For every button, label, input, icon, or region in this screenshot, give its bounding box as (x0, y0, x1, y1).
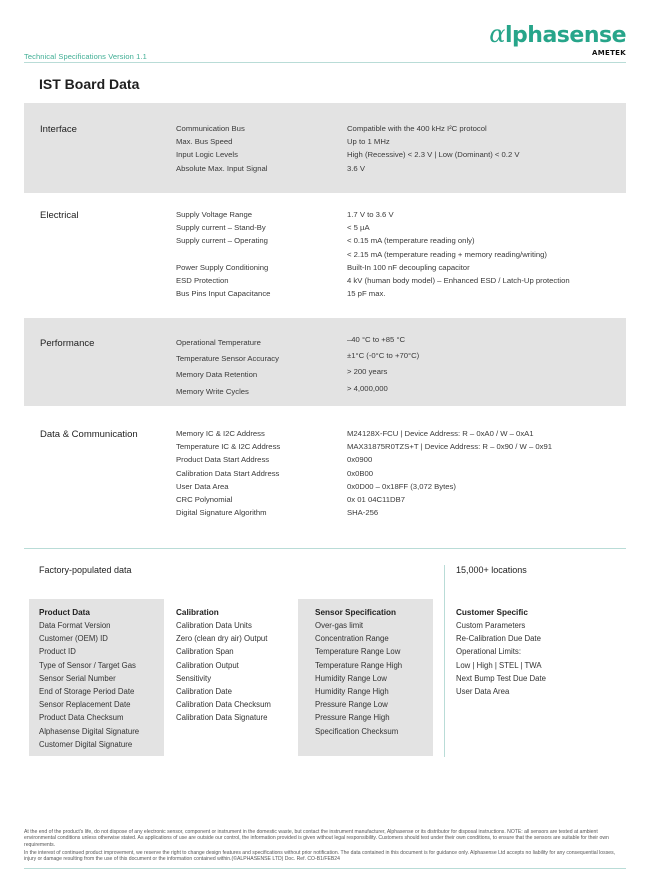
section-interface (24, 103, 626, 193)
column-item: Customer Digital Signature (39, 739, 133, 749)
spec-value: M24128X-FCU | Device Address: R – 0xA0 / W – 0xA1 (347, 429, 534, 438)
spec-value: –40 °C to +85 °C (347, 335, 406, 344)
spec-label: Communication Bus (176, 124, 245, 133)
spec-label: Input Logic Levels (176, 150, 238, 160)
spec-label: Memory Data Retention (176, 370, 258, 380)
spec-value: 3.6 V (347, 163, 365, 173)
alpha-glyph-icon: α (489, 20, 505, 48)
footer-paragraph: In the interest of continued product improvement, we reserve the right to change design features and specifications without prior notification. The data contained in this document is for guidance only. Alphasense Ltd accepts no liability for any consequential losses, injury or damage resulting from the use of this document or the information contained within.(©ALPHASENSE LTD) Doc. Ref. CO-B1/FEB24 (24, 849, 616, 863)
spec-row (176, 208, 616, 221)
footer-divider (24, 868, 626, 869)
spec-label: Memory IC & I2C Address (176, 429, 265, 438)
spec-row (176, 427, 616, 440)
spec-label: Product Data Start Address (176, 455, 270, 465)
column-item: Calibration Output (176, 660, 239, 670)
spec-rows (176, 122, 616, 175)
column-item: Specification Checksum (315, 726, 399, 736)
column-sensor-specification (298, 599, 433, 756)
spec-rows (176, 208, 616, 300)
locations-title: 15,000+ locations (456, 565, 527, 575)
section-electrical (24, 200, 626, 310)
spec-value: > 4,000,000 (347, 383, 388, 393)
spec-label: Max. Bus Speed (176, 137, 233, 147)
spec-value: Compatible with the 400 kHz I²C protocol (347, 124, 487, 133)
column-item: Type of Sensor / Target Gas (39, 660, 136, 670)
section-performance (24, 318, 626, 406)
spec-row (176, 287, 616, 300)
column-item: Calibration Data Signature (176, 713, 268, 723)
spec-label: User Data Area (176, 481, 229, 491)
column-item: Pressure Range High (315, 713, 390, 723)
logo-text: lphasense (505, 23, 626, 48)
column-item: Next Bump Test Due Date (456, 673, 546, 683)
column-item: Pressure Range Low (315, 700, 388, 710)
column-item: Product ID (39, 647, 76, 657)
logo-wordmark (489, 22, 626, 48)
spec-row (176, 440, 616, 453)
spec-row (176, 382, 616, 398)
spec-value: 4 kV (human body model) – Enhanced ESD / Latch-Up protection (347, 276, 570, 286)
spec-value: Built-In 100 nF decoupling capacitor (347, 262, 470, 272)
spec-label: Absolute Max. Input Signal (176, 163, 268, 173)
column-item: User Data Area (456, 687, 510, 697)
spec-label: Supply current – Stand-By (176, 223, 266, 233)
column-item: Calibration Data Units (176, 621, 252, 630)
spec-row (176, 453, 616, 466)
spec-value: High (Recessive) < 2.3 V | Low (Dominant) < 0.2 V (347, 150, 520, 160)
column-customer-specific (446, 599, 606, 698)
footer-disclaimer (24, 829, 626, 863)
column-product-data (29, 599, 164, 756)
vertical-divider (444, 565, 445, 757)
column-item: Temperature Range High (315, 660, 403, 670)
spec-label: Temperature IC & I2C Address (176, 442, 281, 452)
column-item: Alphasense Digital Signature (39, 726, 140, 736)
spec-label: Supply Voltage Range (176, 210, 253, 219)
column-item: Customer (OEM) ID (39, 634, 108, 644)
spec-value: > 200 years (347, 367, 388, 377)
column-item: Calibration Span (176, 647, 234, 657)
spec-value: SHA-256 (347, 508, 379, 518)
spec-value: < 2.15 mA (temperature reading + memory reading/writing) (347, 249, 547, 259)
spec-value: 0x0B00 (347, 468, 374, 478)
column-item: Calibration Data Checksum (176, 700, 271, 710)
spec-label (176, 248, 347, 261)
column-item: Custom Parameters (456, 621, 526, 630)
column-heading: Customer Specific (456, 608, 528, 617)
spec-row (176, 162, 616, 175)
column-item: Re-Calibration Due Date (456, 634, 541, 644)
spec-row (176, 261, 616, 274)
spec-label: Bus Pins Input Capacitance (176, 289, 271, 299)
document-version: Technical Specifications Version 1.1 (24, 52, 147, 61)
column-item: Calibration Date (176, 687, 232, 697)
spec-label: Memory Write Cycles (176, 386, 249, 396)
spec-value: ±1°C (-0°C to +70°C) (347, 351, 420, 361)
column-item: Data Format Version (39, 621, 111, 630)
footer-paragraph: At the end of the product's life, do not dispose of any electronic sensor, component or instrument in the domestic waste, but contact the instrument manufacturer, Alphasense or its distributor for disposal instructions. NOTE: all sensors are tested at ambient environmental conditions unless otherwise stated. As applications of use are outside our control, the information provided is given without legal responsibility. Customers should test under their own conditions, to ensure that the sensors are suitable for their own requirements. (24, 829, 609, 848)
section-data-communication (24, 415, 626, 525)
column-item: Sensor Replacement Date (39, 700, 131, 710)
spec-rows (176, 427, 616, 519)
spec-label: Operational Temperature (176, 338, 261, 347)
column-item: Humidity Range Low (315, 673, 387, 683)
column-item: Humidity Range High (315, 687, 389, 697)
spec-label: ESD Protection (176, 276, 229, 286)
header-divider (24, 62, 626, 63)
column-item: Temperature Range Low (315, 647, 401, 657)
spec-label: Supply current – Operating (176, 236, 268, 246)
spec-value: Up to 1 MHz (347, 137, 390, 147)
column-heading: Calibration (176, 608, 219, 617)
spec-row (176, 234, 616, 247)
spec-label: Calibration Data Start Address (176, 468, 280, 478)
column-heading: Product Data (39, 608, 90, 617)
spec-value: MAX31875R0TZS+T | Device Address: R – 0x90 / W – 0x91 (347, 442, 553, 452)
spec-value: < 5 µA (347, 223, 370, 233)
column-heading: Sensor Specification (315, 608, 396, 617)
spec-row (176, 135, 616, 148)
spec-label: Power Supply Conditioning (176, 262, 269, 272)
spec-row (176, 349, 616, 365)
spec-label: Digital Signature Algorithm (176, 508, 267, 518)
column-item: Sensor Serial Number (39, 673, 116, 683)
column-item: Operational Limits: (456, 647, 522, 657)
spec-rows (176, 333, 616, 398)
alphasense-logo (489, 22, 626, 57)
column-item: Sensitivity (176, 673, 212, 683)
column-item: Zero (clean dry air) Output (176, 634, 268, 644)
spec-value: < 0.15 mA (temperature reading only) (347, 236, 475, 246)
spec-value: 1.7 V to 3.6 V (347, 210, 394, 219)
factory-title: Factory-populated data (39, 565, 132, 575)
factory-divider (24, 548, 626, 549)
spec-row (176, 333, 616, 349)
spec-row (176, 467, 616, 480)
spec-row (176, 493, 616, 506)
spec-value: 0x 01 04C11DB7 (347, 495, 405, 505)
spec-row (176, 248, 616, 261)
column-item: Concentration Range (315, 634, 389, 644)
spec-label: Temperature Sensor Accuracy (176, 354, 279, 364)
section-title: Data & Communication (40, 429, 138, 440)
section-title: Interface (40, 124, 77, 135)
spec-row (176, 221, 616, 234)
page-title: IST Board Data (39, 76, 140, 92)
spec-label: CRC Polynomial (176, 495, 233, 505)
column-item: End of Storage Period Date (39, 687, 135, 697)
spec-row (176, 274, 616, 287)
spec-row (176, 122, 616, 135)
spec-value: 15 pF max. (347, 289, 386, 299)
spec-row (176, 480, 616, 493)
spec-row (176, 148, 616, 161)
column-item: Product Data Checksum (39, 713, 124, 723)
spec-row (176, 365, 616, 381)
section-title: Electrical (40, 210, 79, 221)
spec-value: 0x0900 (347, 455, 373, 465)
column-item: Over-gas limit (315, 621, 364, 630)
column-calibration (166, 599, 296, 725)
section-title: Performance (40, 338, 95, 349)
spec-row (176, 506, 616, 519)
ametek-logo: AMETEK (592, 49, 626, 57)
spec-value: 0x0D00 – 0x18FF (3,072 Bytes) (347, 481, 456, 491)
column-item: Low | High | STEL | TWA (456, 660, 542, 670)
